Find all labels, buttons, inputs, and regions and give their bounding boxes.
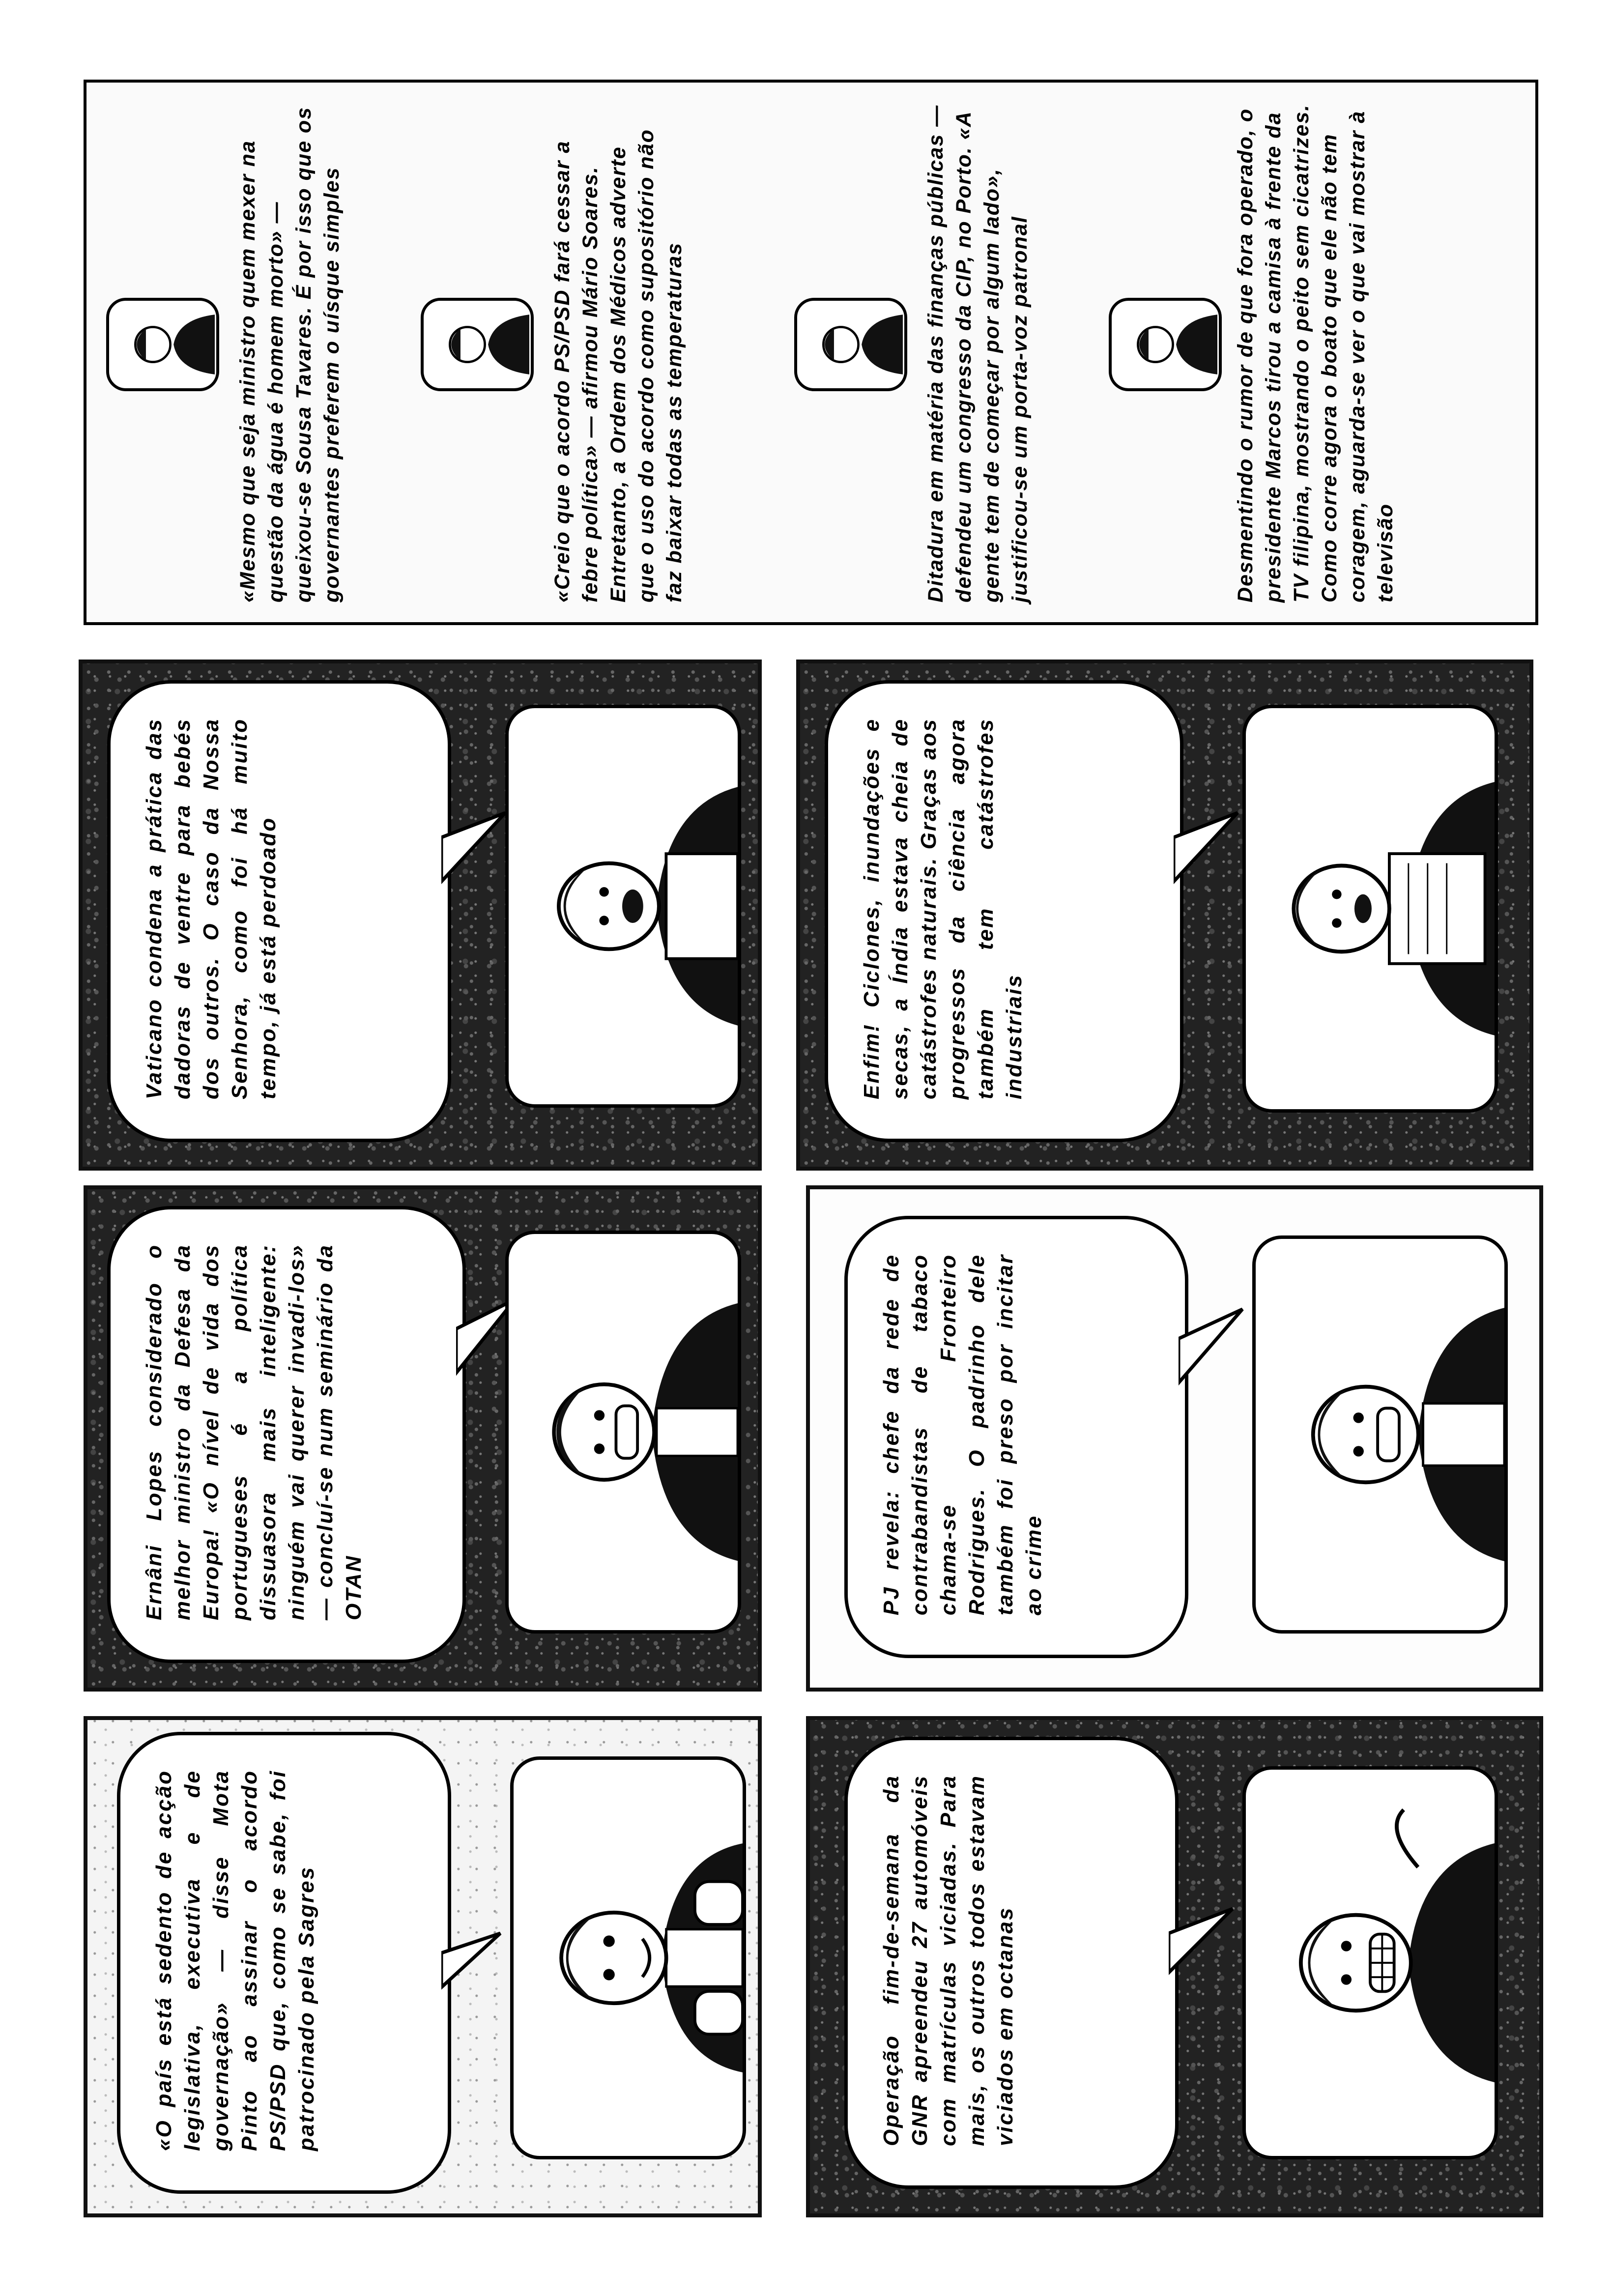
tv-presenter-icon — [514, 1760, 743, 2156]
panel-2-bubble — [844, 1737, 1179, 2189]
panel-6-bubble — [825, 680, 1183, 1142]
panel-4-bubble — [844, 1216, 1188, 1658]
panel-6 — [796, 660, 1533, 1171]
tv-presenter-icon — [797, 301, 903, 388]
panel-2 — [806, 1716, 1543, 2217]
panel-2-tv — [1242, 1766, 1498, 2159]
panel-4 — [806, 1185, 1543, 1692]
panel-2-bubble-tail — [1169, 1889, 1242, 1987]
tv-presenter-icon — [509, 1234, 738, 1630]
strip-item-4-body: Desmentindo o rumor de que fora operado, o presidente Marcos tirou a camisa à frente da TV filipina, mostrando o peito sem cicatrizes. Como corre agora o boato que ele não tem coragem, aguarda-se ver o que vai mostrar à televisão — [1234, 104, 1397, 603]
strip-item-3-tv — [794, 298, 907, 391]
panel-3-bubble — [107, 1206, 466, 1663]
strip-item-2-tv — [421, 298, 534, 391]
tv-presenter-icon — [1246, 1770, 1495, 2156]
tv-presenter-icon — [1256, 1239, 1504, 1630]
strip-item-4-tv — [1109, 298, 1222, 391]
strip-item-1-body: «Mesmo que seja ministro quem mexer na questão da água é homem morto» — queixou-se Sousa Tavares. É por isso que os governantes preferem o uísque simples — [236, 106, 344, 603]
panel-1-bubble-tail — [441, 1909, 510, 2007]
panel-2-text: Operação fim-de-semana da GNR apreendeu 27 automóveis com matrículas viciadas. Para mais, os outros todos estavam viciados em octanas — [879, 1775, 1017, 2146]
strip-item-3-text — [922, 101, 1034, 603]
panel-5-bubble — [107, 680, 451, 1142]
panel-6-bubble-tail — [1174, 793, 1247, 891]
panel-6-tv — [1242, 705, 1498, 1113]
panel-1-bubble — [117, 1732, 451, 2194]
panel-4-tv — [1252, 1235, 1508, 1634]
tv-presenter-icon — [424, 301, 529, 388]
strip-item-2-text — [548, 101, 689, 603]
text-strip — [84, 80, 1538, 625]
strip-item-1-text — [234, 101, 346, 603]
panel-3-tv — [505, 1231, 741, 1634]
panel-3 — [84, 1185, 762, 1692]
panel-5-tv — [505, 705, 741, 1108]
tv-presenter-icon — [109, 301, 215, 388]
panel-5 — [79, 660, 762, 1171]
strip-item-3-body: Ditadura em matéria das finanças públicas — defendeu um congresso da CIP, no Porto. «A gente tem de começar por algum lado», justificou-se um porta-voz patronal — [924, 104, 1032, 603]
panel-4-text: PJ revela: chefe da rede de contrabandistas de tabaco chama-se Fronteiro Rodrigues. O padrinho dele também foi preso por incitar ao crime — [879, 1254, 1046, 1615]
panel-5-text: Vaticano condena a prática das dadoras de ventre para bebés dos outros. O caso da Nossa Senhora, como foi há muito tempo, já está perdoado — [142, 718, 280, 1099]
panel-6-text: Enfim! Ciclones, inundações e secas, a Índia estava cheia de catástrofes naturais. Graças aos progressos da ciência agora também tem catástrofes industriais — [860, 718, 1026, 1099]
tv-presenter-icon — [1246, 708, 1495, 1109]
panel-1 — [84, 1716, 762, 2217]
panel-4-bubble-tail — [1179, 1294, 1252, 1393]
strip-item-2-body: «Creio que o acordo PS/PSD fará cessar a febre política» — afirmou Mário Soares. Entretanto, a Ordem dos Médicos adverte que o uso do acordo como supositório não faz baixar todas as temperaturas — [550, 129, 686, 603]
panel-1-text: «O país está sedento de acção legislativa, executiva e de governação» — disse Mota Pinto ao assinar o acordo PS/PSD que, como se sabe, foi patrocinado pela Sagres — [152, 1770, 318, 2151]
tv-presenter-icon — [509, 708, 738, 1104]
strip-item-1-tv — [106, 298, 219, 391]
panel-1-tv — [510, 1756, 746, 2159]
strip-item-4-text — [1232, 101, 1400, 603]
panel-5-bubble-tail — [441, 793, 515, 891]
panel-3-text: Ernâni Lopes considerado o melhor ministro da Defesa da Europa! «O nível de vida dos portugueses é a política dissuasora mais inteligente: ninguém vai querer invadi-los» — concluí-se num seminário da OTAN — [142, 1244, 366, 1620]
tv-presenter-icon — [1112, 301, 1217, 388]
